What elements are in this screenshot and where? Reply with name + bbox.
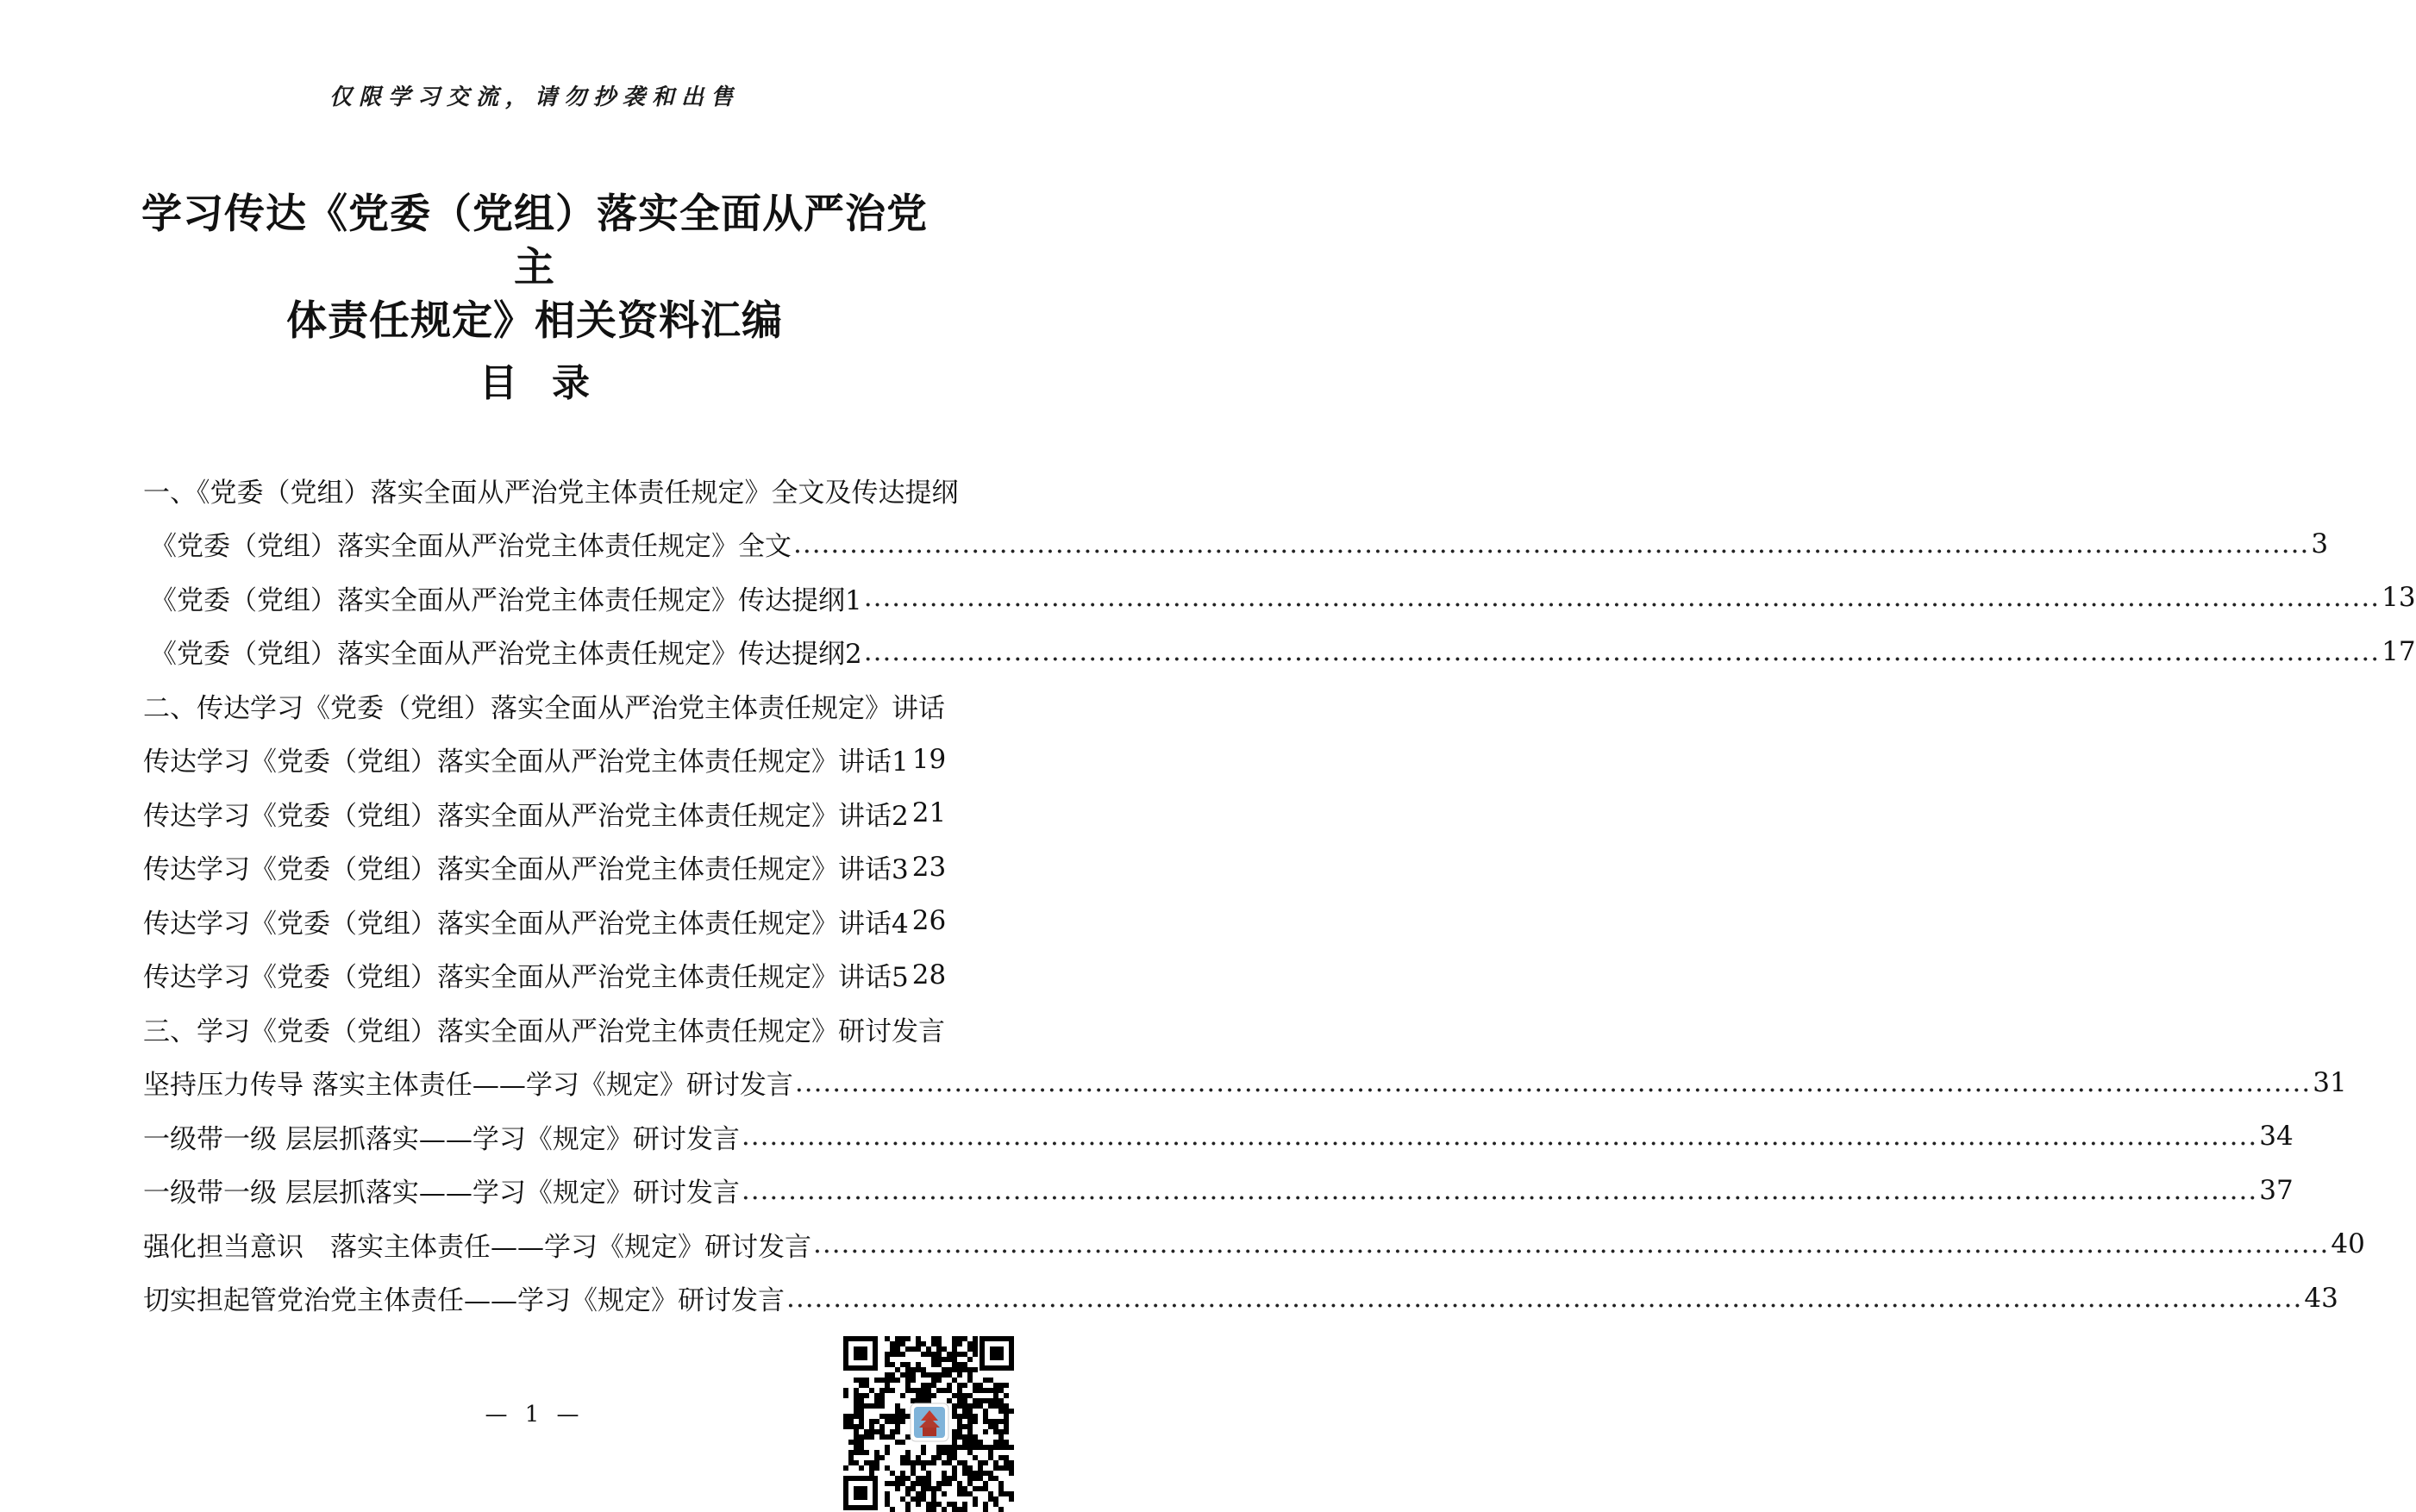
toc-page-number: 28 <box>911 959 947 990</box>
toc-leader-dots <box>864 636 2380 667</box>
toc-entry-text: 《党委（党组）落实全面从严治党主体责任规定》全文 <box>150 531 792 563</box>
toc-entry[interactable] <box>143 571 2416 625</box>
toc-page-number: 23 <box>911 851 947 883</box>
toc-leader-dots <box>742 1175 2257 1206</box>
qr-code-icon <box>842 1334 1016 1512</box>
toc-entry[interactable] <box>143 840 947 895</box>
toc-entry-text: 三、学习《党委（党组）落实全面从严治党主体责任规定》研讨发言 <box>143 1015 945 1047</box>
toc-entry-text: 一、《党委（党组）落实全面从严治党主体责任规定》全文及传达提纲 <box>143 477 959 509</box>
toc-page-number: 17 <box>2382 635 2416 667</box>
toc-entry-text: 《党委（党组）落实全面从严治党主体责任规定》传达提纲2 <box>150 639 862 671</box>
toc-entry-text: 一级带一级 层层抓落实——学习《规定》研讨发言 <box>143 1178 740 1209</box>
document-title <box>138 188 931 348</box>
toc-entry[interactable] <box>143 517 2329 572</box>
title-line-1: 学习传达《党委（党组）落实全面从严治党主 <box>141 191 928 291</box>
toc-section-1[interactable] <box>143 463 959 517</box>
toc-page-number: 3 <box>2311 528 2329 559</box>
toc-entry-text: 传达学习《党委（党组）落实全面从严治党主体责任规定》讲话2 <box>143 800 909 832</box>
toc-entry[interactable] <box>143 1164 2294 1218</box>
toc-entry-text: 二、传达学习《党委（党组）落实全面从严治党主体责任规定》讲话 <box>143 692 945 724</box>
toc-entry[interactable] <box>143 1056 2347 1110</box>
toc-page-number: 26 <box>911 905 947 937</box>
toc-page-number: 40 <box>2331 1228 2365 1260</box>
page-number: — 1 — <box>485 1402 585 1428</box>
title-line-2: 体责任规定》相关资料汇编 <box>286 297 783 345</box>
toc-entry-text: 一级带一级 层层抓落实——学习《规定》研讨发言 <box>143 1123 740 1155</box>
toc-leader-dots <box>813 1228 2329 1259</box>
toc-entry[interactable] <box>143 1109 2294 1164</box>
toc-page-number: 37 <box>2259 1174 2294 1206</box>
table-of-contents <box>143 463 2416 1325</box>
toc-entry-text: 传达学习《党委（党组）落实全面从严治党主体责任规定》讲话1 <box>143 747 909 778</box>
toc-entry[interactable] <box>143 786 947 840</box>
toc-entry-text: 传达学习《党委（党组）落实全面从严治党主体责任规定》讲话5 <box>143 962 909 994</box>
header-note: 仅限学习交流，请勿抄袭和出售 <box>329 84 740 110</box>
toc-entry[interactable] <box>143 625 2416 679</box>
toc-page-number: 13 <box>2382 582 2416 614</box>
toc-entry[interactable] <box>143 1271 2338 1326</box>
toc-entry-text: 《党委（党组）落实全面从严治党主体责任规定》传达提纲1 <box>150 584 862 616</box>
toc-page-number: 19 <box>911 743 947 775</box>
toc-page-number: 31 <box>2313 1066 2347 1098</box>
toc-entry-text: 坚持压力传导 落实主体责任——学习《规定》研讨发言 <box>143 1070 793 1102</box>
toc-leader-dots <box>864 582 2380 613</box>
toc-entry[interactable] <box>143 1217 2365 1271</box>
qr-code[interactable] <box>842 1334 1016 1512</box>
toc-entry-text: 传达学习《党委（党组）落实全面从严治党主体责任规定》讲话3 <box>143 854 909 886</box>
toc-page-number: 34 <box>2259 1121 2294 1153</box>
toc-leader-dots <box>742 1121 2257 1152</box>
toc-page-number: 43 <box>2304 1282 2338 1314</box>
toc-entry[interactable] <box>143 894 947 948</box>
toc-heading: 目录 <box>479 361 624 405</box>
toc-entry-text: 传达学习《党委（党组）落实全面从严治党主体责任规定》讲话4 <box>143 908 909 940</box>
toc-page-number: 21 <box>911 797 947 829</box>
toc-leader-dots <box>786 1283 2302 1314</box>
toc-leader-dots <box>793 528 2309 559</box>
toc-entry-text: 切实担起管党治党主体责任——学习《规定》研讨发言 <box>143 1285 785 1317</box>
toc-entry-text: 强化担当意识 落实主体责任——学习《规定》研讨发言 <box>143 1231 811 1263</box>
toc-leader-dots <box>795 1067 2311 1098</box>
toc-section-2[interactable] <box>143 678 945 733</box>
toc-section-3[interactable] <box>143 1002 945 1056</box>
toc-entry[interactable] <box>143 948 947 1003</box>
toc-entry[interactable] <box>143 733 947 787</box>
